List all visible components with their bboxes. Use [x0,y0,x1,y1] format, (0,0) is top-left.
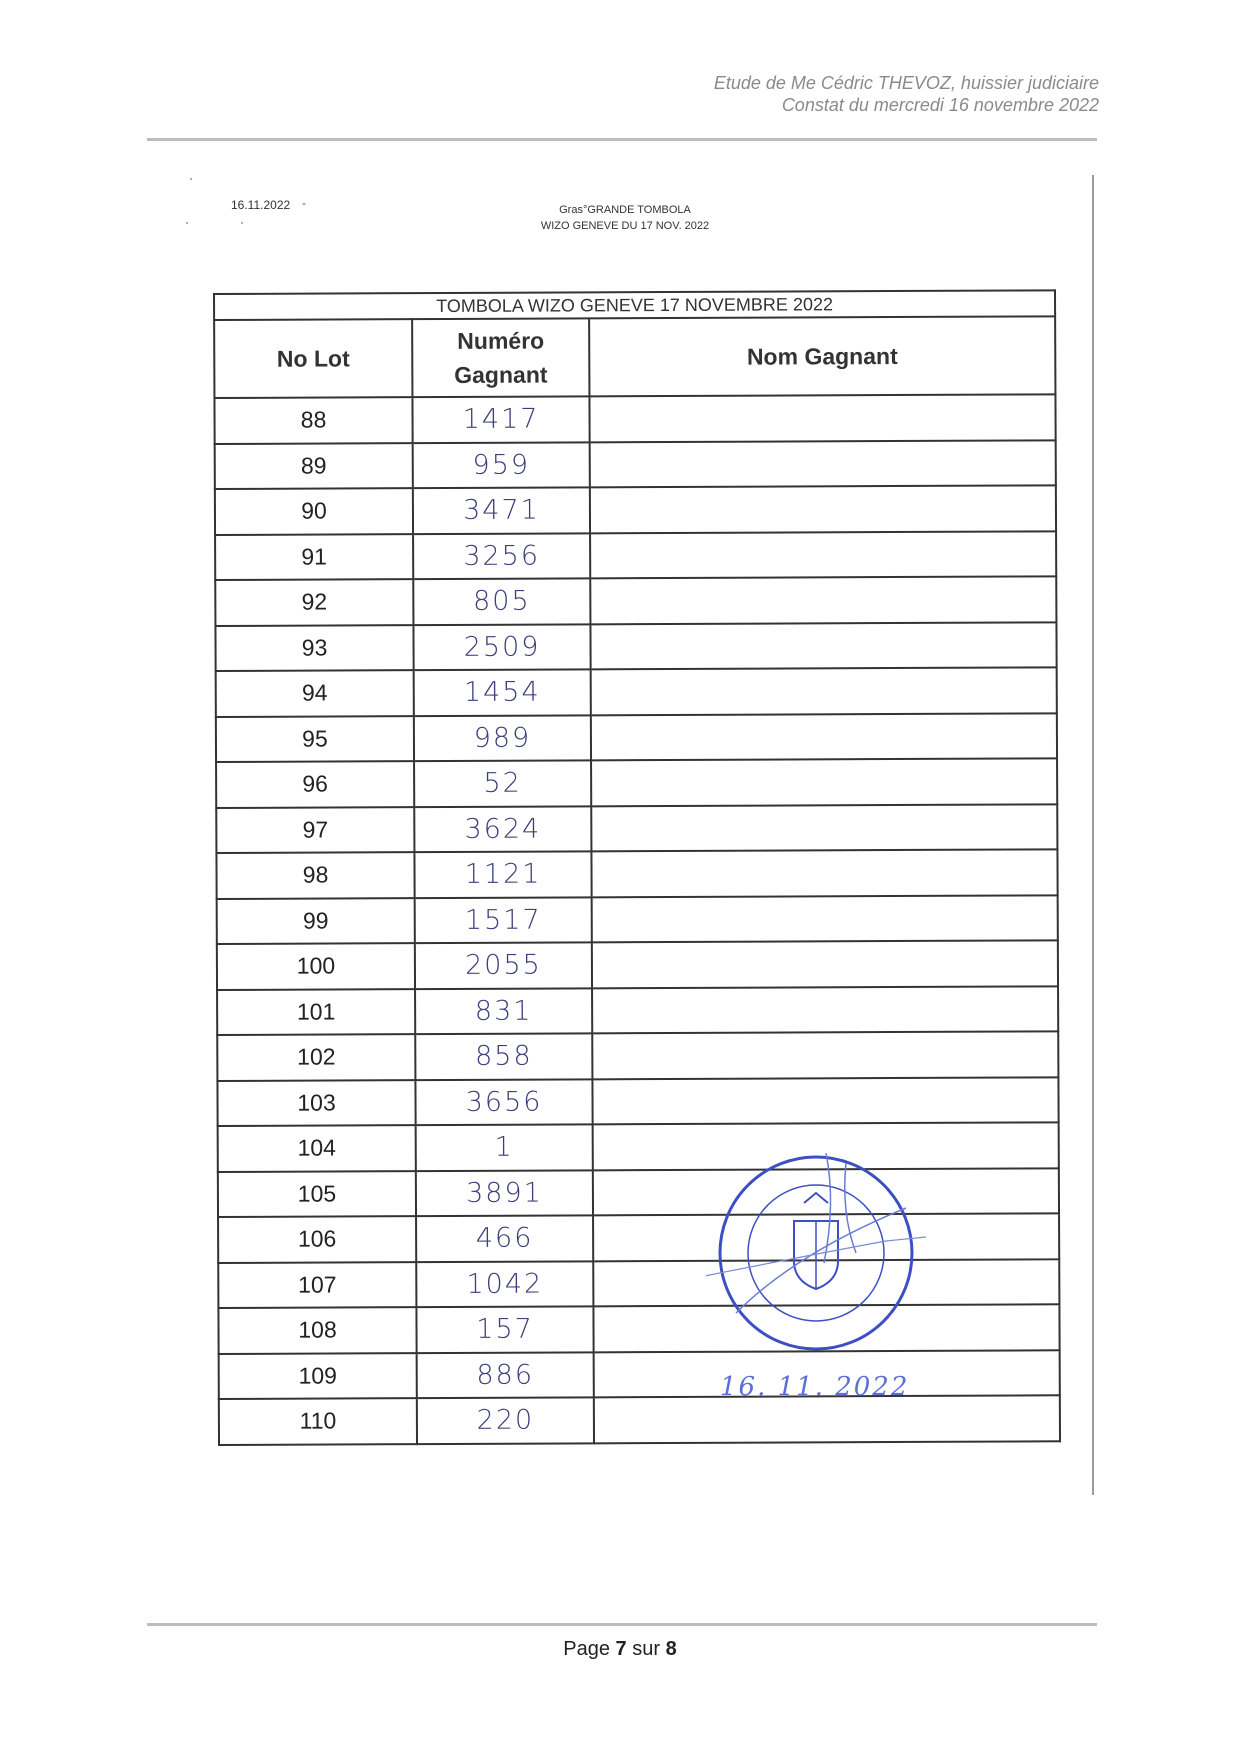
tombola-sheet [213,289,1059,1456]
winning-number-cell: 220 [417,1397,594,1443]
winner-name-cell [592,1031,1058,1079]
lot-number-cell: 92 [215,579,413,625]
col-header-lot: No Lot [214,319,412,398]
table-row [215,485,1056,534]
scan-edge-line [1092,175,1094,1495]
table-row [217,895,1058,944]
winner-name-cell [592,986,1058,1034]
winning-number-cell: 1 [416,1124,593,1170]
lot-number-cell: 107 [218,1262,416,1308]
scan-title [520,202,730,234]
signature-date: 16. 11. 2022 [720,1372,910,1402]
scan-title-line-1: Gras°GRANDE TOMBOLA [559,204,691,216]
official-seal-stamp [706,1143,926,1363]
table-row [218,1168,1059,1217]
col-header-number-line-2: Gagnant [454,361,548,388]
table-row [215,576,1056,625]
winning-number-cell: 3624 [414,806,591,852]
winning-number-cell: 1417 [412,396,589,442]
col-header-number [412,318,589,397]
lot-number-cell: 102 [217,1034,415,1080]
lot-number-cell: 100 [217,943,415,989]
lot-number-cell: 97 [216,807,414,853]
winning-number-cell: 466 [416,1215,593,1261]
winner-name-cell [590,622,1056,670]
winning-number-cell: 3256 [413,533,590,579]
header-line-1: Etude de Me Cédric THEVOZ, huissier judiciaire [713,73,1099,93]
page-header [714,72,1099,116]
footer-current-page: 7 [615,1638,627,1660]
footer-mid: sur [626,1638,666,1660]
winner-name-cell [594,1395,1060,1443]
winning-number-cell: 1042 [416,1261,593,1307]
table-row [219,1350,1060,1399]
winning-number-cell: 886 [417,1352,594,1398]
scan-title-line-2: WIZO GENEVE DU 17 NOV. 2022 [540,220,710,232]
footer-divider [147,1623,1097,1626]
table-body [214,394,1060,1444]
table-row [219,1395,1060,1444]
lot-number-cell: 99 [217,898,415,944]
scan-speck [190,178,192,180]
winning-number-cell: 1517 [415,897,592,943]
table-row [218,1259,1059,1308]
footer-total-pages: 8 [665,1638,677,1660]
header-divider [147,138,1097,141]
col-header-name: Nom Gagnant [589,316,1055,396]
lot-number-cell: 106 [218,1216,416,1262]
winner-name-cell [592,895,1058,943]
lot-number-cell: 89 [215,443,413,489]
winner-name-cell [591,667,1057,715]
scan-speck [241,222,243,224]
col-header-number-line-1: Numéro [457,327,545,354]
footer-prefix: Page [563,1638,616,1660]
winner-name-cell [589,394,1055,442]
lot-number-cell: 94 [216,670,414,716]
lot-number-cell: 104 [218,1125,416,1171]
table-title: TOMBOLA WIZO GENEVE 17 NOVEMBRE 2022 [214,290,1055,320]
winning-number-cell: 2055 [415,942,592,988]
table-row [215,440,1056,489]
header-line-2: Constat du mercredi 16 novembre 2022 [781,95,1099,115]
winning-number-cell: 1121 [414,851,591,897]
table-row [217,940,1058,989]
winner-name-cell [592,940,1058,988]
lot-number-cell: 108 [218,1307,416,1353]
lot-number-cell: 88 [214,397,412,443]
lot-number-cell: 90 [215,488,413,534]
page-footer [0,1638,1240,1661]
winner-name-cell [590,440,1056,488]
lot-number-cell: 101 [217,989,415,1035]
winner-name-cell [591,849,1057,897]
winner-name-cell [591,804,1057,852]
winning-number-cell: 989 [414,715,591,761]
lot-number-cell: 96 [216,761,414,807]
winning-number-cell: 52 [414,760,591,806]
winners-table [213,289,1061,1445]
winner-name-cell [590,576,1056,624]
table-row [215,622,1056,671]
winning-number-cell: 1454 [414,669,591,715]
winning-number-cell: 3471 [413,487,590,533]
table-row [217,986,1058,1035]
table-row [218,1122,1059,1171]
winning-number-cell: 3656 [415,1079,592,1125]
table-row [218,1304,1059,1353]
winner-name-cell [592,1077,1058,1125]
winning-number-cell: 959 [413,442,590,488]
scan-dash: - [302,196,306,210]
lot-number-cell: 109 [219,1353,417,1399]
table-row [218,1213,1059,1262]
winner-name-cell [591,713,1057,761]
winner-name-cell [590,485,1056,533]
winning-number-cell: 831 [415,988,592,1034]
lot-number-cell: 93 [215,625,413,671]
table-row [216,849,1057,898]
lot-number-cell: 98 [216,852,414,898]
lot-number-cell: 103 [217,1080,415,1126]
lot-number-cell: 95 [216,716,414,762]
scan-speck [186,222,188,224]
table-row [216,804,1057,853]
winning-number-cell: 2509 [413,624,590,670]
table-row [216,667,1057,716]
lot-number-cell: 110 [219,1398,417,1444]
scan-date: 16.11.2022 [231,198,291,212]
table-row [215,531,1056,580]
table-row [216,758,1057,807]
winning-number-cell: 858 [415,1033,592,1079]
winner-name-cell [591,758,1057,806]
table-row [216,713,1057,762]
table-row [217,1031,1058,1080]
winner-name-cell [590,531,1056,579]
winning-number-cell: 3891 [416,1170,593,1216]
table-row [214,394,1055,443]
winning-number-cell: 805 [413,578,590,624]
lot-number-cell: 105 [218,1171,416,1217]
lot-number-cell: 91 [215,534,413,580]
table-row [217,1077,1058,1126]
winning-number-cell: 157 [416,1306,593,1352]
